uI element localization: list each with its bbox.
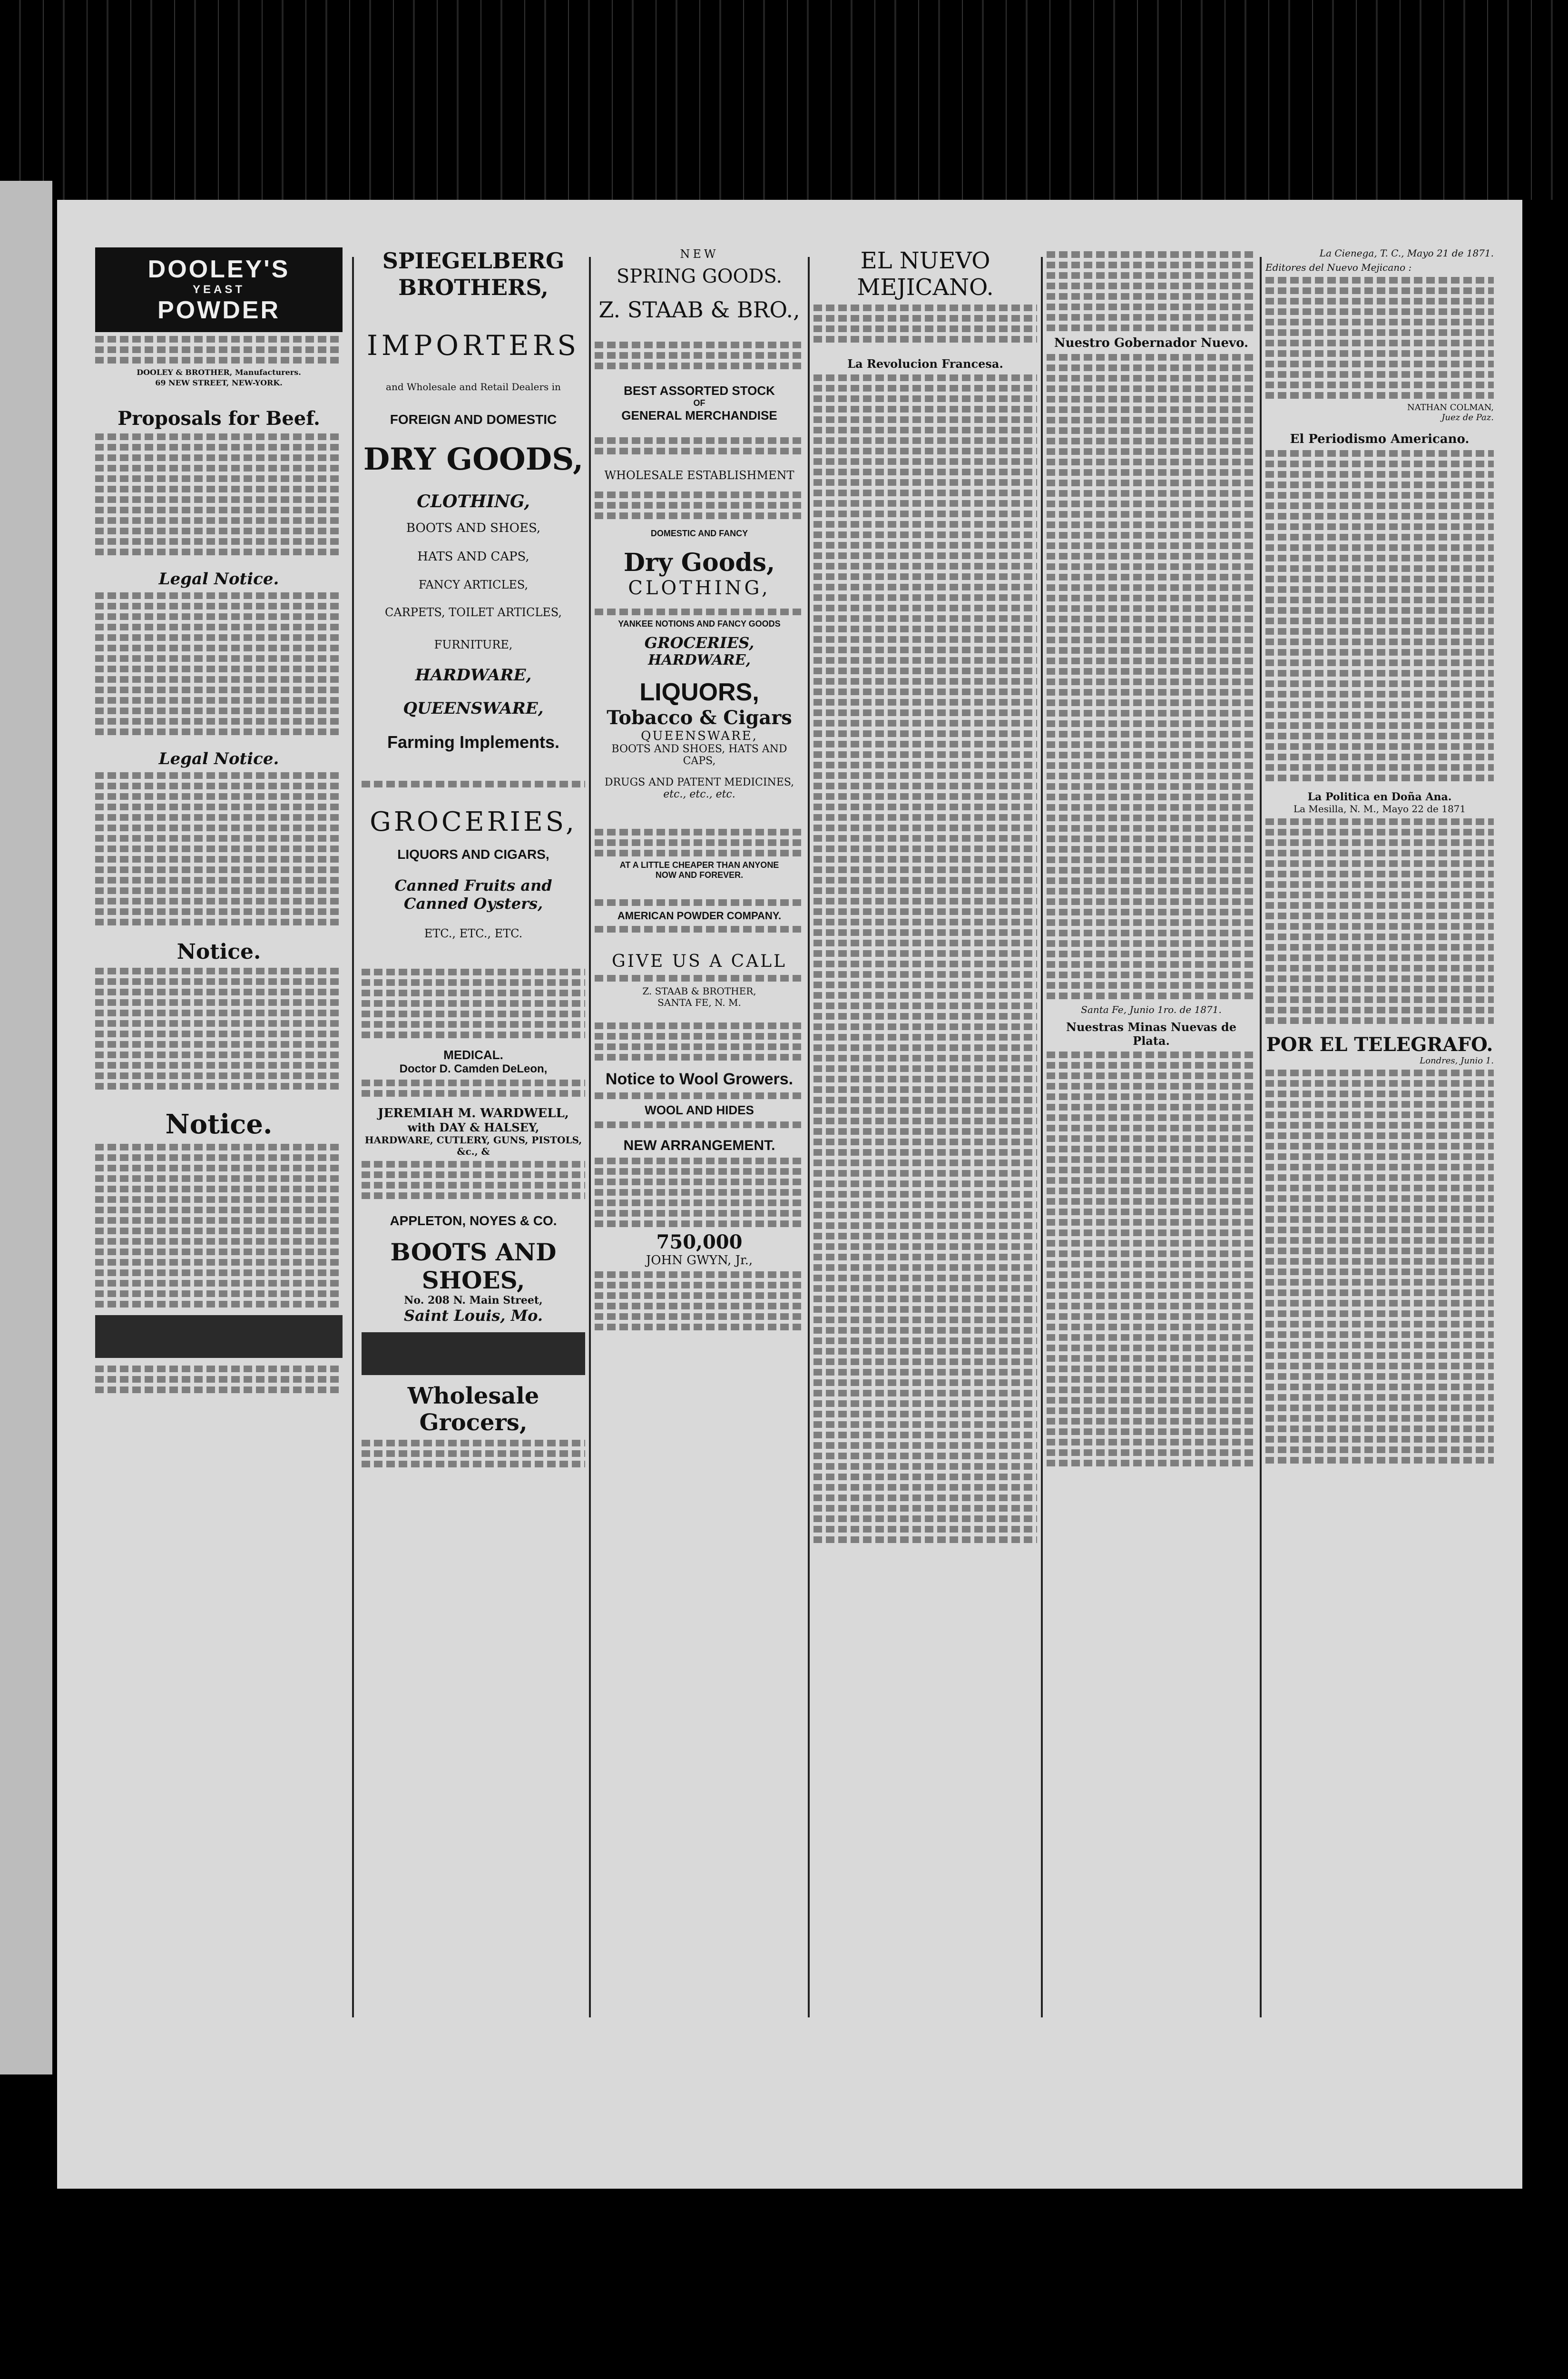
adjacent-page-strip — [0, 181, 52, 2074]
liquors-cigars: LIQUORS AND CIGARS, — [397, 847, 549, 862]
scan-top-noise — [0, 0, 1568, 200]
medical-heading: MEDICAL. — [443, 1048, 503, 1062]
domestic-fancy: DOMESTIC AND FANCY — [650, 529, 748, 538]
heading-notice: Notice. — [176, 940, 261, 964]
queensware-3: QUEENSWARE, — [641, 729, 758, 743]
importers-heading: IMPORTERS — [367, 329, 580, 362]
heading-minas-plata: Nuestras Minas Nuevas de Plata. — [1066, 1020, 1236, 1048]
foreign-domestic: FOREIGN AND DOMESTIC — [390, 412, 557, 427]
of-label: OF — [693, 398, 706, 408]
carpets: CARPETS, TOILET ARTICLES, — [384, 606, 562, 619]
fancy-articles: FANCY ARTICLES, — [418, 578, 529, 591]
now-forever: NOW AND FOREVER. — [655, 870, 744, 880]
appleton-noyes: APPLETON, NOYES & CO. — [390, 1213, 557, 1228]
heading-politica: La Politica en Doña Ana. — [1307, 791, 1452, 803]
masthead: EL NUEVO MEJICANO. — [857, 247, 994, 301]
boots-hats-3: BOOTS AND SHOES, HATS AND CAPS, — [611, 743, 787, 767]
dooleys-logo — [95, 247, 343, 332]
signature-colman: NATHAN COLMAN, — [1407, 403, 1494, 413]
logo-top: DOOLEY'S — [147, 256, 290, 283]
column-1 — [95, 247, 343, 2008]
hats-caps: HATS AND CAPS, — [417, 550, 529, 564]
yankee-notions: YANKEE NOTIONS AND FANCY GOODS — [618, 619, 781, 629]
hardware-3: HARDWARE, — [648, 652, 751, 668]
best-assorted-stock: BEST ASSORTED STOCK — [624, 383, 775, 398]
groceries-3: GROCERIES, — [644, 634, 755, 652]
etc-line: ETC., ETC., ETC. — [424, 927, 523, 940]
column-rule — [1041, 257, 1043, 2017]
column-4 — [813, 247, 1037, 2008]
clothing-3: CLOTHING, — [628, 577, 771, 599]
heading-periodismo: El Periodismo Americano. — [1290, 432, 1470, 446]
heading-revolucion: La Revolucion Francesa. — [847, 357, 1003, 371]
editors-line: Editores del Nuevo Mejicano : — [1265, 262, 1412, 273]
doctor-name: Doctor D. Camden DeLeon, — [399, 1062, 548, 1075]
etc-3: etc., etc., etc. — [663, 788, 735, 800]
wholesale-establishment: WHOLESALE ESTABLISHMENT — [604, 469, 794, 482]
dry-goods: DRY GOODS, — [363, 442, 584, 477]
drugs-medicines: DRUGS AND PATENT MEDICINES, — [604, 777, 794, 788]
santa-fe: SANTA FE, N. M. — [657, 997, 741, 1008]
newspaper-page — [57, 200, 1522, 2189]
canned-fruits: Canned Fruits and Canned Oysters, — [394, 876, 552, 913]
la-mesilla-dateline: La Mesilla, N. M., Mayo 22 de 1871 — [1293, 803, 1466, 815]
staab-brother: Z. STAAB & BROTHER, — [642, 985, 756, 997]
wool-and-hides: WOOL AND HIDES — [645, 1103, 754, 1117]
column-5 — [1047, 247, 1256, 2008]
hardware-cutlery: HARDWARE, CUTLERY, GUNS, PISTOLS, &c., & — [364, 1134, 582, 1157]
column-rule — [589, 257, 591, 2017]
dry-goods-3: Dry Goods, — [623, 548, 775, 577]
logo-bottom: POWDER — [157, 296, 280, 324]
la-cienega-dateline: La Cienega, T. C., Mayo 21 de 1871. — [1319, 247, 1494, 259]
heading-proposals-beef: Proposals for Beef. — [118, 407, 320, 430]
land-acres: 750,000 — [656, 1231, 743, 1253]
john-gwyn: JOHN GWYN, Jr., — [646, 1253, 753, 1268]
boots-shoes: BOOTS AND SHOES, — [406, 521, 541, 535]
hardware: HARDWARE, — [415, 666, 532, 685]
heading-gobernador: Nuestro Gobernador Nuevo. — [1054, 336, 1249, 350]
logo-mid: YEAST — [192, 283, 245, 296]
saint-louis: Saint Louis, Mo. — [403, 1307, 543, 1325]
cheaper-line: AT A LITTLE CHEAPER THAN ANYONE — [619, 860, 779, 870]
column-3 — [595, 247, 804, 2008]
american-powder: AMERICAN POWDER COMPANY. — [617, 910, 782, 922]
street-address: No. 208 N. Main Street, — [404, 1294, 543, 1307]
wholesale-grocers: Wholesale Grocers, — [407, 1383, 539, 1436]
logo-footer: DOOLEY & BROTHER, Manufacturers. — [137, 368, 301, 377]
heading-notice-2: Notice. — [165, 1109, 273, 1140]
notice-wool-growers: Notice to Wool Growers. — [605, 1070, 794, 1088]
new-arrangement: NEW ARRANGEMENT. — [623, 1138, 775, 1153]
column-rule — [352, 257, 354, 2017]
furniture: FURNITURE, — [434, 638, 513, 651]
santa-fe-dateline: Santa Fe, Junio 1ro. de 1871. — [1081, 1004, 1222, 1015]
spring-goods: SPRING GOODS. — [616, 265, 783, 287]
new-label: NEW — [680, 247, 719, 261]
signature-title: Juez de Paz. — [1441, 413, 1494, 423]
clothing: CLOTHING, — [417, 492, 530, 511]
boots-and-shoes: BOOTS AND SHOES, — [390, 1238, 557, 1294]
heading-legal-notice: Legal Notice. — [158, 570, 279, 589]
column-rule — [808, 257, 810, 2017]
groceries: GROCERIES, — [370, 806, 577, 837]
wardwell: JEREMIAH M. WARDWELL, — [378, 1106, 569, 1121]
general-merchandise: GENERAL MERCHANDISE — [621, 408, 777, 423]
queensware: QUEENSWARE, — [403, 699, 544, 718]
tobacco-cigars: Tobacco & Cigars — [607, 707, 792, 729]
staab-bro: Z. STAAB & BRO., — [598, 297, 800, 323]
halsey: with DAY & HALSEY, — [407, 1121, 539, 1134]
londres-dateline: Londres, Junio 1. — [1420, 1056, 1494, 1066]
wholesale-line: and Wholesale and Retail Dealers in — [386, 381, 561, 393]
liquors-3: LIQUORS, — [639, 678, 759, 706]
logo-address: 69 NEW STREET, NEW-YORK. — [155, 378, 283, 387]
farming-implements: Farming Implements. — [387, 732, 560, 752]
heading-telegrafo: POR EL TELEGRAFO. — [1266, 1033, 1493, 1056]
give-us-a-call: GIVE US A CALL — [612, 952, 787, 971]
column-rule — [1260, 257, 1262, 2017]
column-6 — [1265, 247, 1494, 2008]
firm-name: SPIEGELBERG BROTHERS, — [382, 248, 565, 300]
column-2 — [362, 247, 585, 2008]
heading-legal-notice-2: Legal Notice. — [158, 749, 279, 768]
